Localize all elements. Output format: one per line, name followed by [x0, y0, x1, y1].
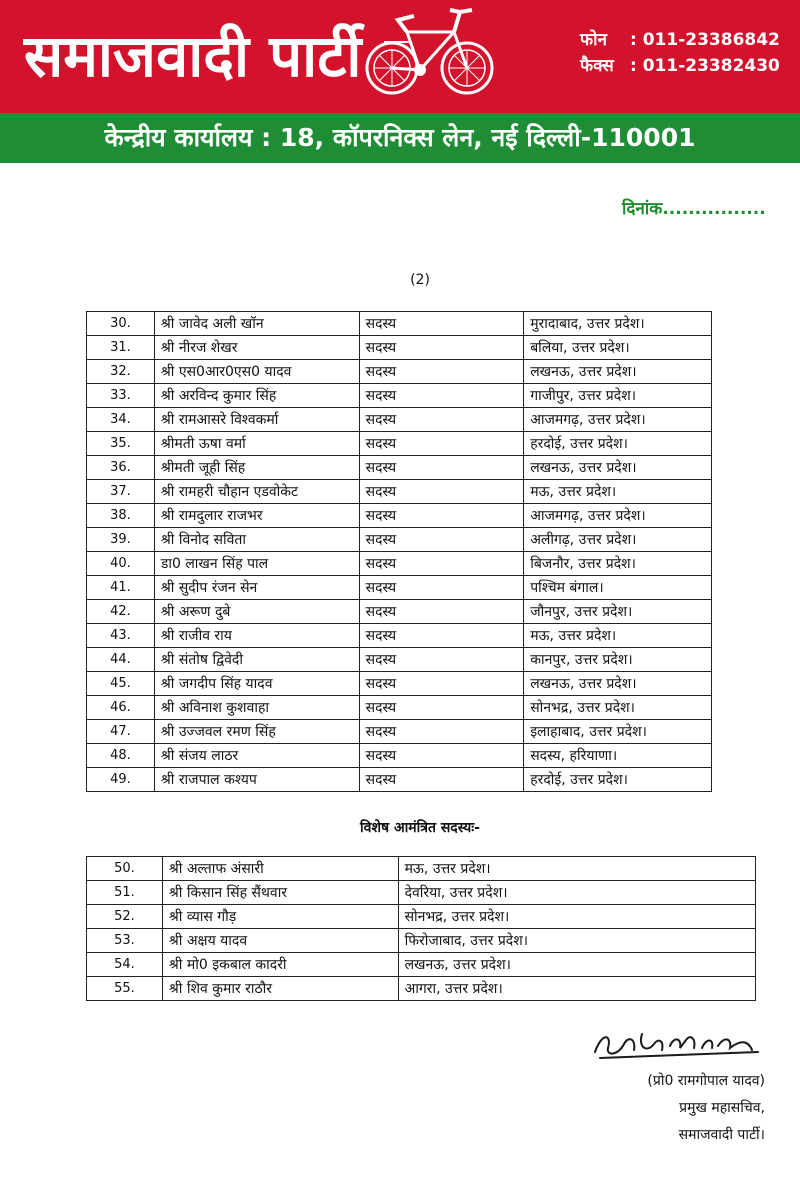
member-role: सदस्य	[359, 432, 524, 456]
serial-number: 32.	[87, 360, 155, 384]
invitee-name: श्री शिव कुमार राठौर	[162, 977, 398, 1001]
table-row	[87, 312, 712, 336]
serial-number: 55.	[87, 977, 163, 1001]
member-name: श्री जगदीप सिंह यादव	[154, 672, 359, 696]
invitee-name: श्री व्यास गौड़	[162, 905, 398, 929]
serial-number: 41.	[87, 576, 155, 600]
serial-number: 48.	[87, 744, 155, 768]
member-place: अलीगढ़, उत्तर प्रदेश।	[524, 528, 712, 552]
table-row	[87, 552, 712, 576]
invitee-name: श्री मो0 इकबाल कादरी	[162, 953, 398, 977]
table-row	[87, 432, 712, 456]
invitee-name: श्री अक्षय यादव	[162, 929, 398, 953]
serial-number: 53.	[87, 929, 163, 953]
member-role: सदस्य	[359, 576, 524, 600]
table-row	[87, 456, 712, 480]
member-name: श्री अविनाश कुशवाहा	[154, 696, 359, 720]
invitee-place: फिरोजाबाद, उत्तर प्रदेश।	[398, 929, 755, 953]
member-place: कानपुर, उत्तर प्रदेश।	[524, 648, 712, 672]
table-row	[87, 905, 756, 929]
special-invitees-table	[86, 856, 756, 1001]
fax-number: : 011-23382430	[630, 56, 780, 76]
member-place: मऊ, उत्तर प्रदेश।	[524, 480, 712, 504]
invitee-name: श्री किसान सिंह सैंथवार	[162, 881, 398, 905]
serial-number: 35.	[87, 432, 155, 456]
serial-number: 31.	[87, 336, 155, 360]
phone-number: : 011-23386842	[630, 30, 780, 50]
invitee-place: लखनऊ, उत्तर प्रदेश।	[398, 953, 755, 977]
table-row	[87, 504, 712, 528]
signatory-name: (प्रो0 रामगोपाल यादव)	[647, 1073, 765, 1089]
member-name: श्री जावेद अली खॉन	[154, 312, 359, 336]
table-row	[87, 696, 712, 720]
table-row	[87, 480, 712, 504]
table-row	[87, 929, 756, 953]
member-place: पश्चिम बंगाल।	[524, 576, 712, 600]
table-row	[87, 528, 712, 552]
party-name: समाजवादी पार्टी	[24, 22, 362, 90]
serial-number: 49.	[87, 768, 155, 792]
member-place: आजमगढ़, उत्तर प्रदेश।	[524, 408, 712, 432]
table-row	[87, 336, 712, 360]
serial-number: 38.	[87, 504, 155, 528]
member-place: मऊ, उत्तर प्रदेश।	[524, 624, 712, 648]
member-place: लखनऊ, उत्तर प्रदेश।	[524, 672, 712, 696]
table-row	[87, 648, 712, 672]
member-role: सदस्य	[359, 768, 524, 792]
serial-number: 39.	[87, 528, 155, 552]
member-place: हरदोई, उत्तर प्रदेश।	[524, 768, 712, 792]
invitee-name: श्री अल्ताफ अंसारी	[162, 857, 398, 881]
member-name: श्री उज्जवल रमण सिंह	[154, 720, 359, 744]
member-role: सदस्य	[359, 456, 524, 480]
contact-info	[580, 27, 780, 79]
serial-number: 46.	[87, 696, 155, 720]
member-name: श्री राजीव राय	[154, 624, 359, 648]
serial-number: 36.	[87, 456, 155, 480]
member-place: लखनऊ, उत्तर प्रदेश।	[524, 360, 712, 384]
table-row	[87, 408, 712, 432]
bicycle-icon	[362, 2, 500, 106]
member-name: श्री संतोष द्विवेदी	[154, 648, 359, 672]
invitee-place: आगरा, उत्तर प्रदेश।	[398, 977, 755, 1001]
table-row	[87, 953, 756, 977]
member-name: श्री संजय लाठर	[154, 744, 359, 768]
table-row	[87, 360, 712, 384]
table-row	[87, 624, 712, 648]
member-place: इलाहाबाद, उत्तर प्रदेश।	[524, 720, 712, 744]
serial-number: 37.	[87, 480, 155, 504]
member-role: सदस्य	[359, 384, 524, 408]
table-row	[87, 384, 712, 408]
member-name: श्रीमती जूही सिंह	[154, 456, 359, 480]
serial-number: 33.	[87, 384, 155, 408]
member-place: हरदोई, उत्तर प्रदेश।	[524, 432, 712, 456]
signatory-block	[570, 1068, 765, 1149]
table-row	[87, 881, 756, 905]
serial-number: 51.	[87, 881, 163, 905]
signatory-title: प्रमुख महासचिव,	[679, 1100, 765, 1116]
member-place: गाजीपुर, उत्तर प्रदेश।	[524, 384, 712, 408]
serial-number: 52.	[87, 905, 163, 929]
serial-number: 50.	[87, 857, 163, 881]
invitee-place: मऊ, उत्तर प्रदेश।	[398, 857, 755, 881]
member-role: सदस्य	[359, 408, 524, 432]
special-invitees-heading: विशेष आमंत्रित सदस्यः-	[360, 820, 480, 836]
member-role: सदस्य	[359, 600, 524, 624]
member-role: सदस्य	[359, 624, 524, 648]
serial-number: 34.	[87, 408, 155, 432]
member-place: सदस्य, हरियाणा।	[524, 744, 712, 768]
member-role: सदस्य	[359, 312, 524, 336]
table-row	[87, 768, 712, 792]
serial-number: 54.	[87, 953, 163, 977]
member-name: श्री रामआसरे विश्वकर्मा	[154, 408, 359, 432]
member-name: श्री सुदीप रंजन सेन	[154, 576, 359, 600]
serial-number: 44.	[87, 648, 155, 672]
member-role: सदस्य	[359, 552, 524, 576]
member-role: सदस्य	[359, 480, 524, 504]
serial-number: 30.	[87, 312, 155, 336]
member-role: सदस्य	[359, 528, 524, 552]
table-row	[87, 977, 756, 1001]
member-name: श्री एस0आर0एस0 यादव	[154, 360, 359, 384]
member-place: बलिया, उत्तर प्रदेश।	[524, 336, 712, 360]
member-name: श्री विनोद सविता	[154, 528, 359, 552]
member-role: सदस्य	[359, 648, 524, 672]
member-name: डा0 लाखन सिंह पाल	[154, 552, 359, 576]
phone-label: फोन	[580, 30, 607, 50]
member-role: सदस्य	[359, 696, 524, 720]
invitee-place: देवरिया, उत्तर प्रदेश।	[398, 881, 755, 905]
member-name: श्रीमती ऊषा वर्मा	[154, 432, 359, 456]
member-place: मुरादाबाद, उत्तर प्रदेश।	[524, 312, 712, 336]
table-row	[87, 744, 712, 768]
serial-number: 45.	[87, 672, 155, 696]
member-place: सोनभद्र, उत्तर प्रदेश।	[524, 696, 712, 720]
table-row	[87, 600, 712, 624]
table-row	[87, 672, 712, 696]
member-role: सदस्य	[359, 672, 524, 696]
member-name: श्री नीरज शेखर	[154, 336, 359, 360]
member-role: सदस्य	[359, 744, 524, 768]
table-row	[87, 576, 712, 600]
member-name: श्री रामदुलार राजभर	[154, 504, 359, 528]
member-role: सदस्य	[359, 360, 524, 384]
member-name: श्री अरूण दुबे	[154, 600, 359, 624]
fax-label: फैक्स	[580, 56, 614, 76]
table-row	[87, 857, 756, 881]
member-role: सदस्य	[359, 504, 524, 528]
serial-number: 40.	[87, 552, 155, 576]
serial-number: 43.	[87, 624, 155, 648]
table-row	[87, 720, 712, 744]
member-place: आजमगढ़, उत्तर प्रदेश।	[524, 504, 712, 528]
member-name: श्री अरविन्द कुमार सिंह	[154, 384, 359, 408]
page-number: (2)	[410, 272, 430, 288]
invitee-place: सोनभद्र, उत्तर प्रदेश।	[398, 905, 755, 929]
serial-number: 42.	[87, 600, 155, 624]
member-place: जौनपुर, उत्तर प्रदेश।	[524, 600, 712, 624]
member-place: बिजनौर, उत्तर प्रदेश।	[524, 552, 712, 576]
member-role: सदस्य	[359, 336, 524, 360]
signature	[590, 1022, 765, 1066]
member-name: श्री राजपाल कश्यप	[154, 768, 359, 792]
member-name: श्री रामहरी चौहान एडवोकेट	[154, 480, 359, 504]
members-table	[86, 311, 712, 792]
office-address: केन्द्रीय कार्यालय : 18, कॉपरनिक्स लेन, नई दिल्ली-110001	[104, 123, 696, 152]
member-place: लखनऊ, उत्तर प्रदेश।	[524, 456, 712, 480]
signatory-org: समाजवादी पार्टी।	[678, 1127, 765, 1143]
serial-number: 47.	[87, 720, 155, 744]
member-role: सदस्य	[359, 720, 524, 744]
date-label: दिनांक................	[622, 199, 766, 219]
